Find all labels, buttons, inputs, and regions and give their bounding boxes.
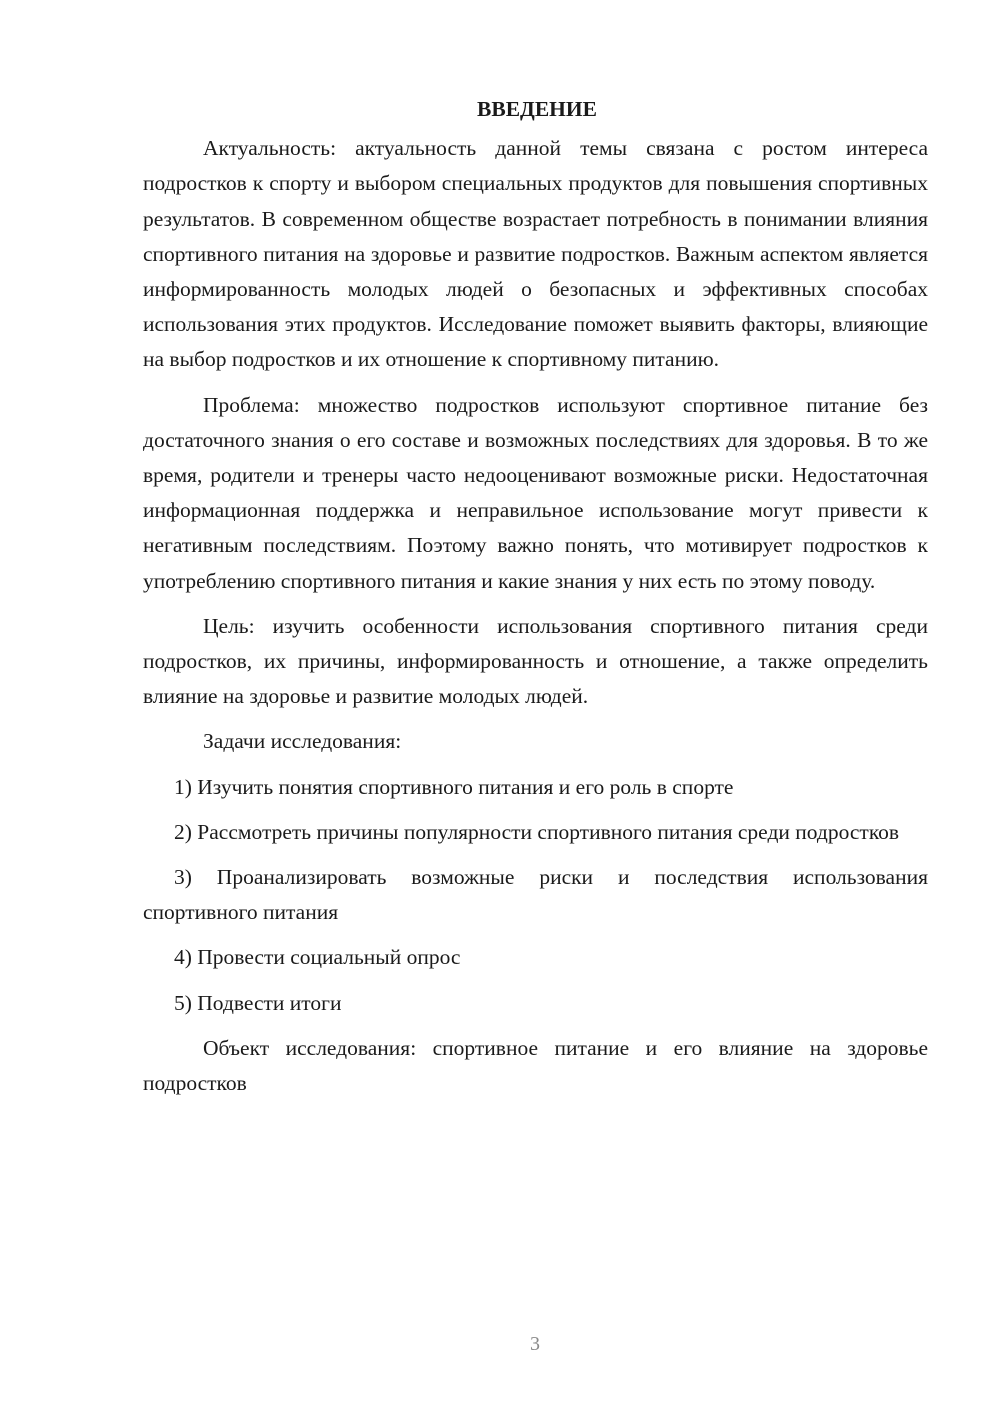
tasks-heading: Задачи исследования: — [203, 729, 402, 754]
object-paragraph: Объект исследования: спортивное питание и его влияние на здоровье подростков — [143, 1035, 928, 1096]
task-item: 5) Подвести итоги — [174, 990, 342, 1015]
goal-paragraph: Цель: изучить особенности использования спортивного питания среди подростков, их причины, информированность и отношение, а также определить влияние на здоровье и развитие молодых людей. — [143, 613, 928, 709]
task-item: 1) Изучить понятия спортивного питания и его роль в спорте — [174, 774, 734, 799]
task-item: 2) Рассмотреть причины популярности спортивного питания среди подростков — [174, 819, 900, 844]
relevance-paragraph: Актуальность: актуальность данной темы связана с ростом интереса подростков к спорту и выбором специальных продуктов для повышения спортивных результатов. В современном обществе возрастает потребность в понимании влияния спортивного питания на здоровье и развитие подростков. Важным аспектом является информированность молодых людей о безопасных и эффективных способах использования этих продуктов. Исследование поможет выявить факторы, влияющие на выбор подростков и их отношение к спортивному питанию. — [143, 136, 928, 372]
problem-paragraph: Проблема: множество подростков используют спортивное питание без достаточного знания о его составе и возможных последствиях для здоровья. В то же время, родители и тренеры часто недооценивают возможные риски. Недостаточная информационная поддержка и неправильное использование могут привести к негативным последствиям. Поэтому важно понять, что мотивирует подростков к употреблению спортивного питания и какие знания у них есть по этому поводу. — [143, 392, 928, 593]
task-item: 4) Провести социальный опрос — [174, 945, 461, 970]
page-number: 3 — [530, 1333, 540, 1355]
section-heading: ВВЕДЕНИЕ — [477, 97, 597, 121]
task-item: 3) Проанализировать возможные риски и последствия использования спортивного питания — [143, 865, 928, 925]
page-content — [143, 92, 928, 1111]
